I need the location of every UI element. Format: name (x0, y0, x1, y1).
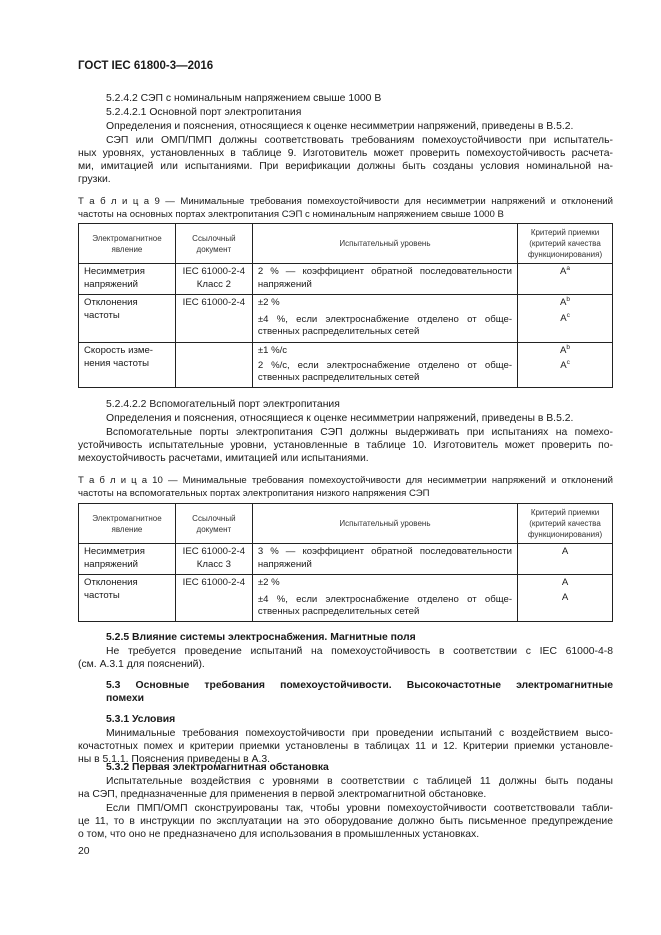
section-5-2-4-2-1-heading: 5.2.4.2.1 Основной порт электропитания (106, 107, 302, 118)
level-cell: 2 % — коэффициент обратной последовательности напряжений (252, 264, 517, 295)
table-header-row (79, 504, 613, 544)
level-cell: ±2 % ±4 %, если электроснабжение отделено от обще- ственных распределительных сетей (252, 575, 517, 622)
column-header: Ссылочный документ (175, 504, 252, 544)
section-5-3-2-heading: 5.3.2 Первая электромагнитная обстановка (106, 762, 329, 773)
reference-cell: IEC 61000-2-4 (175, 575, 252, 622)
paragraph: Определения и пояснения, относящиеся к оценке несимметрии напряжений, приведены в В.5.2. (106, 413, 574, 424)
criteria-cell: $A^b$ $A^c$ (518, 343, 613, 388)
column-header: Электромагнитное явление (79, 224, 176, 264)
reference-cell: IEC 61000-2-4 Класс 2 (175, 264, 252, 295)
level-cell: ±1 %/с 2 %/с, если электроснабжение отделено от обще- ственных распределительных сетей (252, 343, 517, 388)
reference-cell (175, 343, 252, 388)
paragraph: Определения и пояснения, относящиеся к оценке несимметрии напряжений, приведены в В.5.2. (106, 121, 574, 132)
reference-cell: IEC 61000-2-4 Класс 3 (175, 544, 252, 575)
table-10-caption: Т а б л и ц а 10 — Минимальные требования помехоустойчивости для несимметрии напряжений и отклонений частоты на вспомогательных портах электропитания низкого напряжения СЭП (78, 475, 613, 499)
table-9-caption: Т а б л и ц а 9 — Минимальные требования помехоустойчивости для несимметрии напряжений и отклонений частоты на основных портах электропитания СЭП с номинальным напряжением свыше 1000 В (78, 196, 613, 220)
phenomenon-cell: Отклонения частоты (79, 575, 176, 622)
table-row (79, 575, 613, 622)
criteria-cell: $A^b$ $A^c$ (518, 295, 613, 343)
section-5-3-heading: 5.3 Основные требования помехоустойчивости. Высокочастотные электромагнитные помехи (106, 680, 613, 704)
paragraph: СЭП или ОМП/ПМП должны соответствовать требованиям помехоустойчивости при испытатель- ных уровнях, установленных в таблице 9. Изготовитель может проверить помехоустойчивость расчета- ми, имитацией или испытаниями. При верификации должны быть созданы условия номинальной на- грузки. (78, 135, 613, 185)
column-header: Испытательный уровень (252, 224, 517, 264)
criteria-cell: A A (518, 575, 613, 622)
column-header: Критерий приемки (критерий качества функционирования) (518, 224, 613, 264)
column-header: Электромагнитное явление (79, 504, 176, 544)
phenomenon-cell: Несимметрия напряжений (79, 264, 176, 295)
column-header: Испытательный уровень (252, 504, 517, 544)
table-10 (78, 503, 613, 622)
phenomenon-cell: Несимметрия напряжений (79, 544, 176, 575)
paragraph: Не требуется проведение испытаний на помехоустойчивость в соответствии с IEC 61000-4-8 (см. А.3.1 для пояснений). (78, 646, 613, 670)
table-row (79, 295, 613, 343)
section-5-2-5-heading: 5.2.5 Влияние системы электроснабжения. Магнитные поля (106, 632, 416, 643)
document-header: ГОСТ IEC 61800-3—2016 (78, 60, 214, 72)
level-cell: ±2 % ±4 %, если электроснабжение отделено от обще- ственных распределительных сетей (252, 295, 517, 343)
paragraph: Вспомогательные порты электропитания СЭП должны выдерживать при испытаниях на помехо- устойчивость испытательные уровни, установленные в таблице 10. Изготовитель может проверить по- мехоустойчивость расчетами, имитацией или испытаниями. (78, 427, 613, 464)
table-row (79, 343, 613, 388)
reference-cell: IEC 61000-2-4 (175, 295, 252, 343)
phenomenon-cell: Скорость изме-нения частоты (79, 343, 176, 388)
column-header: Ссылочный документ (175, 224, 252, 264)
table-header-row (79, 224, 613, 264)
column-header: Критерий приемки (критерий качества функционирования) (518, 504, 613, 544)
criteria-cell: $A^a$ (518, 264, 613, 295)
paragraph: Испытательные воздействия с уровнями в соответствии с таблицей 11 должны быть поданы на СЭП, предназначенные для применения в первой электромагнитной обстановке. (78, 776, 613, 800)
criteria-cell: A (518, 544, 613, 575)
phenomenon-cell: Отклонения частоты (79, 295, 176, 343)
table-9 (78, 223, 613, 388)
table-row (79, 264, 613, 295)
paragraph: Минимальные требования помехоустойчивости при проведении испытаний с воздействием высо- кочастотных помех и критерии приемки установлены в таблицах 11 и 12. Критерии приемки установле- ны в 5.1.1. Пояснения приведены в А.3. (78, 728, 613, 765)
page-number: 20 (78, 846, 90, 857)
section-5-3-1-heading: 5.3.1 Условия (106, 714, 176, 725)
level-cell: 3 % — коэффициент обратной последовательности напряжений (252, 544, 517, 575)
table-row (79, 544, 613, 575)
section-5-2-4-2-2-heading: 5.2.4.2.2 Вспомогательный порт электропитания (106, 399, 340, 410)
section-5-2-4-2-heading: 5.2.4.2 СЭП с номинальным напряжением свыше 1000 В (106, 93, 382, 104)
paragraph: Если ПМП/ОМП сконструированы так, чтобы уровни помехоустойчивости соответствовали табли- це 11, то в инструкции по эксплуатации на это оборудование должно быть письменное предупреждение о том, что оно не предназначено для использования в промышленных установках. (78, 803, 613, 840)
